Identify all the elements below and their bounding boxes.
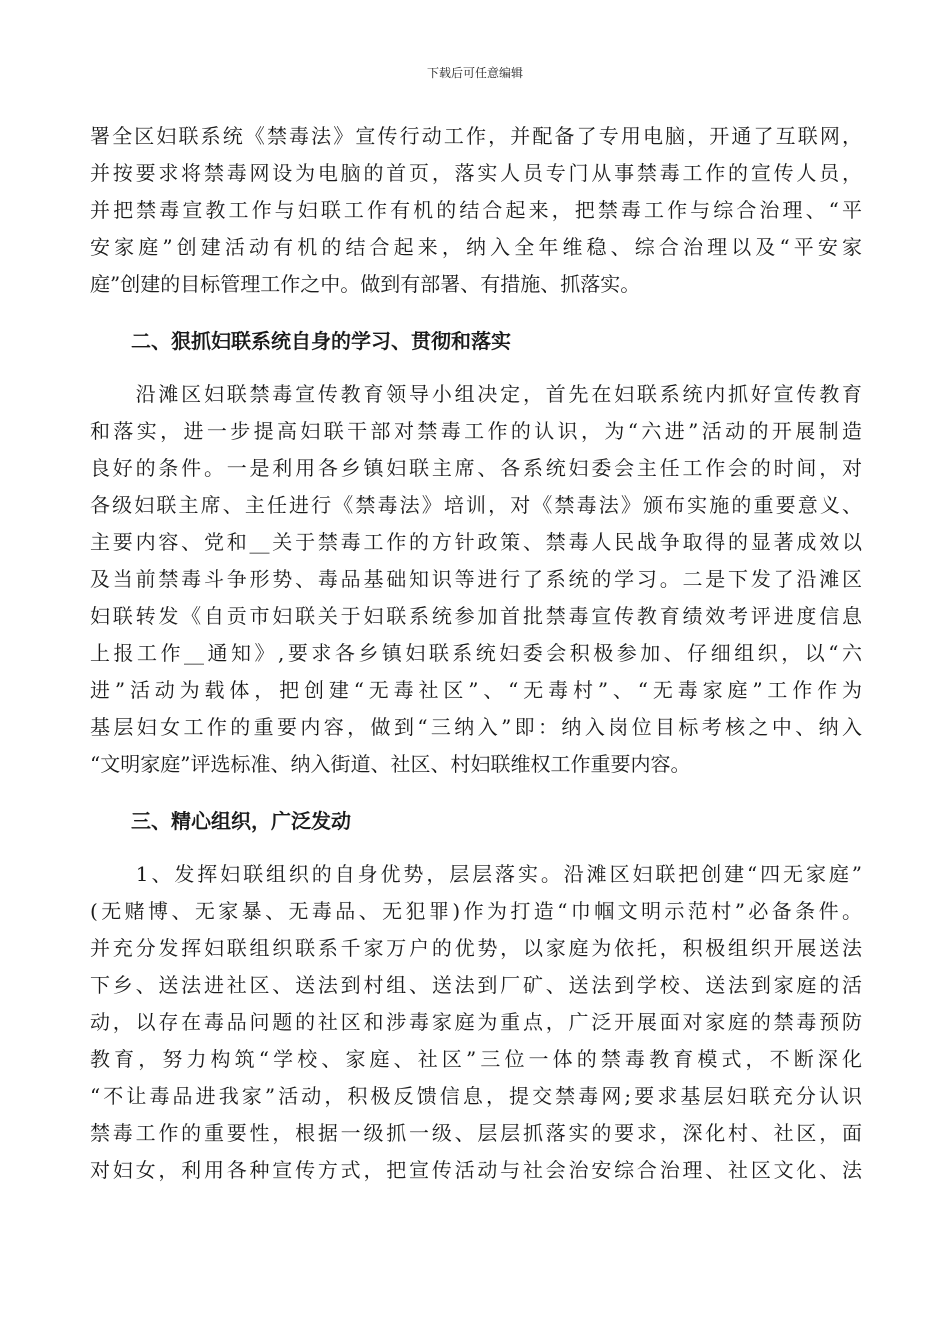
- section-heading-2: 二、狠抓妇联系统自身的学习、贯彻和落实: [131, 329, 511, 353]
- text-line: 及当前禁毒斗争形势、毒品基础知识等进行了系统的学习。二是下发了沿滩区: [90, 567, 862, 591]
- text-line: 署全区妇联系统《禁毒法》宣传行动工作，并配备了专用电脑，开通了互联网，: [90, 124, 862, 148]
- document-body: [90, 118, 862, 1189]
- text-line: 并把禁毒宣教工作与妇联工作有机的结合起来，把禁毒工作与综合治理、“平: [90, 198, 862, 222]
- text-line: 下乡、送法进社区、送法到村组、送法到厂矿、送法到学校、送法到家庭的活: [90, 973, 862, 997]
- text-line: 上报工作__通知》,要求各乡镇妇联系统妇委会积极参加、仔细组织，以“六: [90, 641, 862, 665]
- text-line: 庭”创建的目标管理工作之中。做到有部署、有措施、抓落实。: [90, 272, 641, 296]
- paragraph-3: [90, 856, 862, 1189]
- text-line: 进”活动为载体，把创建“无毒社区”、“无毒村”、“无毒家庭”工作作为: [90, 678, 862, 702]
- text-line: 并按要求将禁毒网设为电脑的首页，落实人员专门从事禁毒工作的宣传人员，: [90, 161, 862, 185]
- text-line: 禁毒工作的重要性，根据一级抓一级、层层抓落实的要求，深化村、社区，面: [90, 1121, 862, 1145]
- text-line: 和落实，进一步提高妇联干部对禁毒工作的认识，为“六进”活动的开展制造: [90, 419, 862, 443]
- page-header: 下载后可任意编辑: [426, 66, 523, 80]
- paragraph-2: [90, 376, 862, 783]
- text-line: 并充分发挥妇联组织联系千家万户的优势，以家庭为依托，积极组织开展送法: [90, 936, 862, 960]
- paragraph-1: [90, 118, 862, 303]
- text-line: 动，以存在毒品问题的社区和涉毒家庭为重点，广泛开展面对家庭的禁毒预防: [90, 1010, 862, 1034]
- text-line: 良好的条件。一是利用各乡镇妇联主席、各系统妇委会主任工作会的时间，对: [90, 456, 862, 480]
- text-line: 1、发挥妇联组织的自身优势，层层落实。沿滩区妇联把创建“四无家庭”: [90, 862, 862, 886]
- text-line: “文明家庭”评选标准、纳入街道、社区、村妇联维权工作重要内容。: [90, 752, 691, 776]
- text-line: 对妇女，利用各种宣传方式，把宣传活动与社会治安综合治理、社区文化、法: [90, 1158, 862, 1182]
- text-line: “不让毒品进我家”活动，积极反馈信息，提交禁毒网;要求基层妇联充分认识: [90, 1084, 862, 1108]
- text-line: 各级妇联主席、主任进行《禁毒法》培训，对《禁毒法》颁布实施的重要意义、: [90, 493, 862, 517]
- text-line: 沿滩区妇联禁毒宣传教育领导小组决定，首先在妇联系统内抓好宣传教育: [90, 382, 862, 406]
- text-line: 妇联转发《自贡市妇联关于妇联系统参加首批禁毒宣传教育绩效考评进度信息: [90, 604, 862, 628]
- text-line: 基层妇女工作的重要内容，做到“三纳入”即：纳入岗位目标考核之中、纳入: [90, 715, 862, 739]
- text-line: 教育，努力构筑“学校、家庭、社区”三位一体的禁毒教育模式，不断深化: [90, 1047, 862, 1071]
- section-heading-3: 三、精心组织，广泛发动: [131, 809, 351, 833]
- text-line: 安家庭”创建活动有机的结合起来，纳入全年维稳、综合治理以及“平安家: [90, 235, 862, 259]
- text-line: 主要内容、党和__关于禁毒工作的方针政策、禁毒人民战争取得的显著成效以: [90, 530, 862, 554]
- text-line: (无赌博、无家暴、无毒品、无犯罪)作为打造“巾帼文明示范村”必备条件。: [90, 899, 862, 923]
